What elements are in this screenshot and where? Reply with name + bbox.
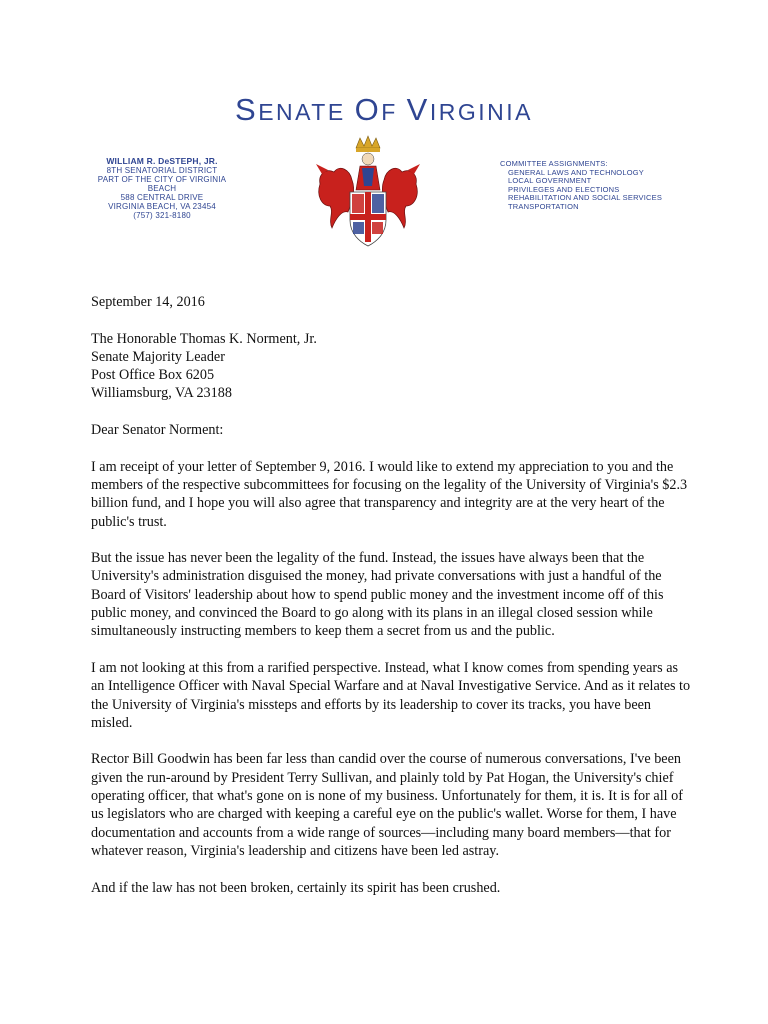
recipient-address: [91, 330, 691, 403]
letterhead-title: SENATE OF VIRGINIA: [235, 92, 533, 127]
senator-street: 588 CENTRAL DRIVE: [120, 193, 204, 202]
paragraph-4: Rector Bill Goodwin has been far less than candid over the course of numerous conversations, I've been given the run-around by President Terry Sullivan, and plainly told by Pat Hogan, the University's chief operating officer, that what's gone on is none of my business. Unfortunately for them, it is. It is for all of us legislators who are charged with keeping a careful eye on the public's wallet. Worse for them, I have documentation and accounts from a wide range of sources—including many board members—that for whatever reason, Virginia's leadership and citizens have been led astray.: [91, 751, 683, 859]
committee-list: [500, 169, 670, 212]
committee-item: TRANSPORTATION: [508, 201, 579, 211]
recipient-city: Williamsburg, VA 23188: [91, 385, 232, 402]
virginia-senate-seal-icon: [312, 134, 424, 250]
paragraph-2: But the issue has never been the legality of the fund. Instead, the issues have always been that the University's administration disguised the money, had private conversations with just a handful of the Board of Visitors' leadership about how to spend public money and the investment income off of this public money, and convinced the Board to go along with its plans in an illegal closed session while simultaneously instructing members to keep them a secret from us and the public.: [91, 550, 664, 640]
senator-phone: (757) 321-8180: [133, 211, 191, 220]
paragraph-1: I am receipt of your letter of September 9, 2016. I would like to extend my appreciation to you and the members of the respective subcommittees for focusing on the legality of the University of Virginia's $2.3 billion fund, and I hope you will also agree that transparency and integrity are at the very heart of the public's trust.: [91, 458, 688, 530]
senator-name: WILLIAM R. DeSTEPH, JR.: [106, 156, 218, 166]
committee-item: LOCAL GOVERNMENT: [508, 176, 592, 185]
committee-item: GENERAL LAWS AND TECHNOLOGY: [508, 167, 644, 177]
committee-item: PRIVILEGES AND ELECTIONS: [508, 184, 620, 194]
recipient-street: Post Office Box 6205: [91, 367, 215, 384]
senator-city: VIRGINIA BEACH, VA 23454: [108, 202, 216, 211]
committee-assignments: [500, 160, 670, 211]
senator-contact-block: [92, 157, 232, 220]
recipient-title: Senate Majority Leader: [91, 348, 225, 365]
committee-heading: COMMITTEE ASSIGNMENTS:: [500, 159, 608, 168]
recipient-name: The Honorable Thomas K. Norment, Jr.: [91, 330, 317, 347]
senator-district: 8TH SENATORIAL DISTRICT: [106, 166, 218, 175]
senator-area: PART OF THE CITY OF VIRGINIA BEACH: [97, 175, 227, 193]
paragraph-3: I am not looking at this from a rarified perspective. Instead, what I know comes from spending years as an Intelligence Officer with Naval Special Warfare and at Naval Investigative Service. And as it relates to the University of Virginia's missteps and efforts by its leadership to cover its tracks, you have been misled.: [91, 659, 691, 731]
committee-item: REHABILITATION AND SOCIAL SERVICES: [508, 193, 663, 202]
salutation: Dear Senator Norment:: [91, 422, 224, 439]
letter-date: September 14, 2016: [91, 294, 205, 310]
letter-body: [91, 293, 691, 915]
paragraph-5: And if the law has not been broken, certainly its spirit has been crushed.: [91, 879, 501, 896]
